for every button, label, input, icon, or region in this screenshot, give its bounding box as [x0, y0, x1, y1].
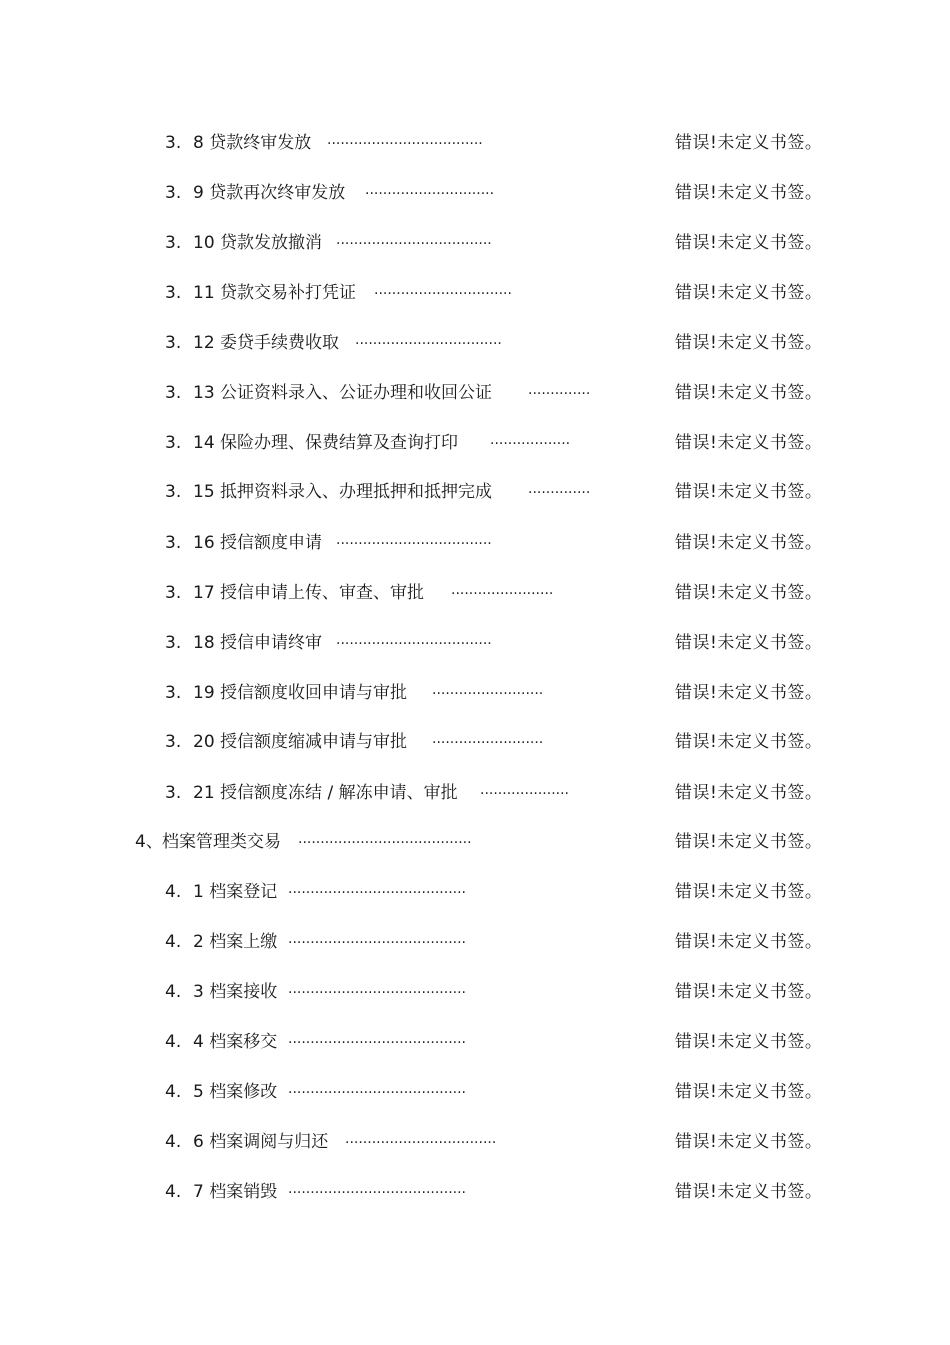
entry-leader-dots: .......................................	[298, 831, 472, 847]
toc-entry[interactable]	[0, 680, 950, 706]
entry-leader-dots: ........................................	[288, 1031, 467, 1047]
entry-title: 7 档案销毁	[193, 1182, 278, 1202]
entry-page-ref: 错误!未定义书签。	[675, 383, 823, 403]
entry-title: 19 授信额度收回申请与审批	[193, 683, 408, 703]
entry-page-ref: 错误!未定义书签。	[675, 1082, 823, 1102]
entry-page-ref: 错误!未定义书签。	[675, 233, 823, 253]
entry-number: 3.	[165, 333, 182, 353]
entry-title: 6 档案调阅与归还	[193, 1132, 329, 1152]
toc-entry[interactable]	[0, 180, 950, 206]
entry-leader-dots: ........................................	[288, 881, 467, 897]
entry-title: 21 授信额度冻结 / 解冻申请、审批	[193, 783, 458, 803]
entry-page-ref: 错误!未定义书签。	[675, 133, 823, 153]
entry-title: 3 档案接收	[193, 982, 278, 1002]
entry-number: 4.	[165, 1032, 182, 1052]
entry-page-ref: 错误!未定义书签。	[675, 732, 823, 752]
toc-entry[interactable]	[0, 130, 950, 156]
toc-entry[interactable]	[0, 430, 950, 456]
entry-leader-dots: ..................................	[345, 1131, 497, 1147]
entry-number: 3.	[165, 283, 182, 303]
entry-leader-dots: ..............	[528, 481, 591, 497]
entry-title: 18 授信申请终审	[193, 633, 323, 653]
entry-leader-dots: ....................	[480, 782, 570, 798]
entry-page-ref: 错误!未定义书签。	[675, 283, 823, 303]
entry-title: 2 档案上缴	[193, 932, 278, 952]
entry-leader-dots: .......................	[451, 582, 554, 598]
toc-entry[interactable]	[0, 1029, 950, 1055]
entry-leader-dots: ...............................	[374, 282, 512, 298]
entry-number: 3.	[165, 533, 182, 553]
entry-number: 4.	[165, 1082, 182, 1102]
entry-title: 17 授信申请上传、审查、审批	[193, 583, 425, 603]
entry-leader-dots: ........................................	[288, 931, 467, 947]
toc-entry[interactable]	[0, 729, 950, 755]
toc-entry[interactable]	[0, 580, 950, 606]
entry-leader-dots: .................................	[355, 332, 502, 348]
entry-title: 16 授信额度申请	[193, 533, 323, 553]
entry-title: 15 抵押资料录入、办理抵押和抵押完成	[193, 482, 493, 502]
entry-number: 3.	[165, 482, 182, 502]
entry-title: 20 授信额度缩减申请与审批	[193, 732, 408, 752]
entry-leader-dots: ..............	[528, 382, 591, 398]
toc-entry[interactable]	[0, 380, 950, 406]
toc-entry[interactable]	[0, 1129, 950, 1155]
entry-number: 4.	[165, 1132, 182, 1152]
entry-leader-dots: .........................	[432, 682, 544, 698]
entry-title: 1 档案登记	[193, 882, 278, 902]
entry-number: 3.	[165, 433, 182, 453]
entry-leader-dots: ..................	[490, 432, 571, 448]
entry-leader-dots: .............................	[365, 182, 495, 198]
entry-title: 14 保险办理、保费结算及查询打印	[193, 433, 459, 453]
entry-leader-dots: ........................................	[288, 1181, 467, 1197]
entry-number: 4.	[165, 932, 182, 952]
entry-number: 4.	[165, 1182, 182, 1202]
toc-entry[interactable]	[0, 979, 950, 1005]
entry-title: 10 贷款发放撤消	[193, 233, 323, 253]
entry-number: 3.	[165, 633, 182, 653]
entry-leader-dots: ...................................	[327, 132, 483, 148]
entry-number: 3.	[165, 732, 182, 752]
entry-number: 3.	[165, 783, 182, 803]
toc-entry[interactable]	[0, 1179, 950, 1205]
entry-leader-dots: ...................................	[336, 532, 492, 548]
entry-page-ref: 错误!未定义书签。	[675, 583, 823, 603]
entry-page-ref: 错误!未定义书签。	[675, 1032, 823, 1052]
entry-leader-dots: ...................................	[336, 232, 492, 248]
entry-number: 4.	[165, 882, 182, 902]
entry-title: 9 贷款再次终审发放	[193, 183, 346, 203]
entry-title: 档案管理类交易	[162, 832, 281, 852]
toc-entry[interactable]	[0, 230, 950, 256]
entry-leader-dots: ........................................	[288, 981, 467, 997]
entry-page-ref: 错误!未定义书签。	[675, 783, 823, 803]
entry-number: 3.	[165, 583, 182, 603]
entry-page-ref: 错误!未定义书签。	[675, 832, 823, 852]
toc-entry[interactable]	[0, 530, 950, 556]
toc-entry[interactable]	[0, 829, 950, 855]
entry-page-ref: 错误!未定义书签。	[675, 633, 823, 653]
toc-entry[interactable]	[0, 1079, 950, 1105]
toc-entry[interactable]	[0, 780, 950, 806]
entry-number: 4.	[165, 982, 182, 1002]
entry-page-ref: 错误!未定义书签。	[675, 533, 823, 553]
entry-page-ref: 错误!未定义书签。	[675, 1132, 823, 1152]
entry-number: 4、	[135, 832, 163, 852]
entry-page-ref: 错误!未定义书签。	[675, 433, 823, 453]
entry-page-ref: 错误!未定义书签。	[675, 683, 823, 703]
entry-number: 3.	[165, 683, 182, 703]
toc-entry[interactable]	[0, 879, 950, 905]
entry-page-ref: 错误!未定义书签。	[675, 183, 823, 203]
entry-page-ref: 错误!未定义书签。	[675, 882, 823, 902]
entry-page-ref: 错误!未定义书签。	[675, 482, 823, 502]
entry-leader-dots: ...................................	[336, 632, 492, 648]
entry-number: 3.	[165, 383, 182, 403]
entry-title: 4 档案移交	[193, 1032, 278, 1052]
entry-title: 5 档案修改	[193, 1082, 278, 1102]
toc-entry[interactable]	[0, 630, 950, 656]
toc-entry[interactable]	[0, 330, 950, 356]
entry-title: 11 贷款交易补打凭证	[193, 283, 357, 303]
entry-number: 3.	[165, 233, 182, 253]
entry-page-ref: 错误!未定义书签。	[675, 932, 823, 952]
toc-entry[interactable]	[0, 479, 950, 505]
toc-entry[interactable]	[0, 929, 950, 955]
entry-leader-dots: .........................	[432, 731, 544, 747]
entry-number: 3.	[165, 133, 182, 153]
entry-title: 13 公证资料录入、公证办理和收回公证	[193, 383, 493, 403]
entry-page-ref: 错误!未定义书签。	[675, 333, 823, 353]
entry-title: 8 贷款终审发放	[193, 133, 312, 153]
toc-entry[interactable]	[0, 280, 950, 306]
entry-leader-dots: ........................................	[288, 1081, 467, 1097]
entry-number: 3.	[165, 183, 182, 203]
entry-page-ref: 错误!未定义书签。	[675, 1182, 823, 1202]
entry-page-ref: 错误!未定义书签。	[675, 982, 823, 1002]
entry-title: 12 委贷手续费收取	[193, 333, 340, 353]
